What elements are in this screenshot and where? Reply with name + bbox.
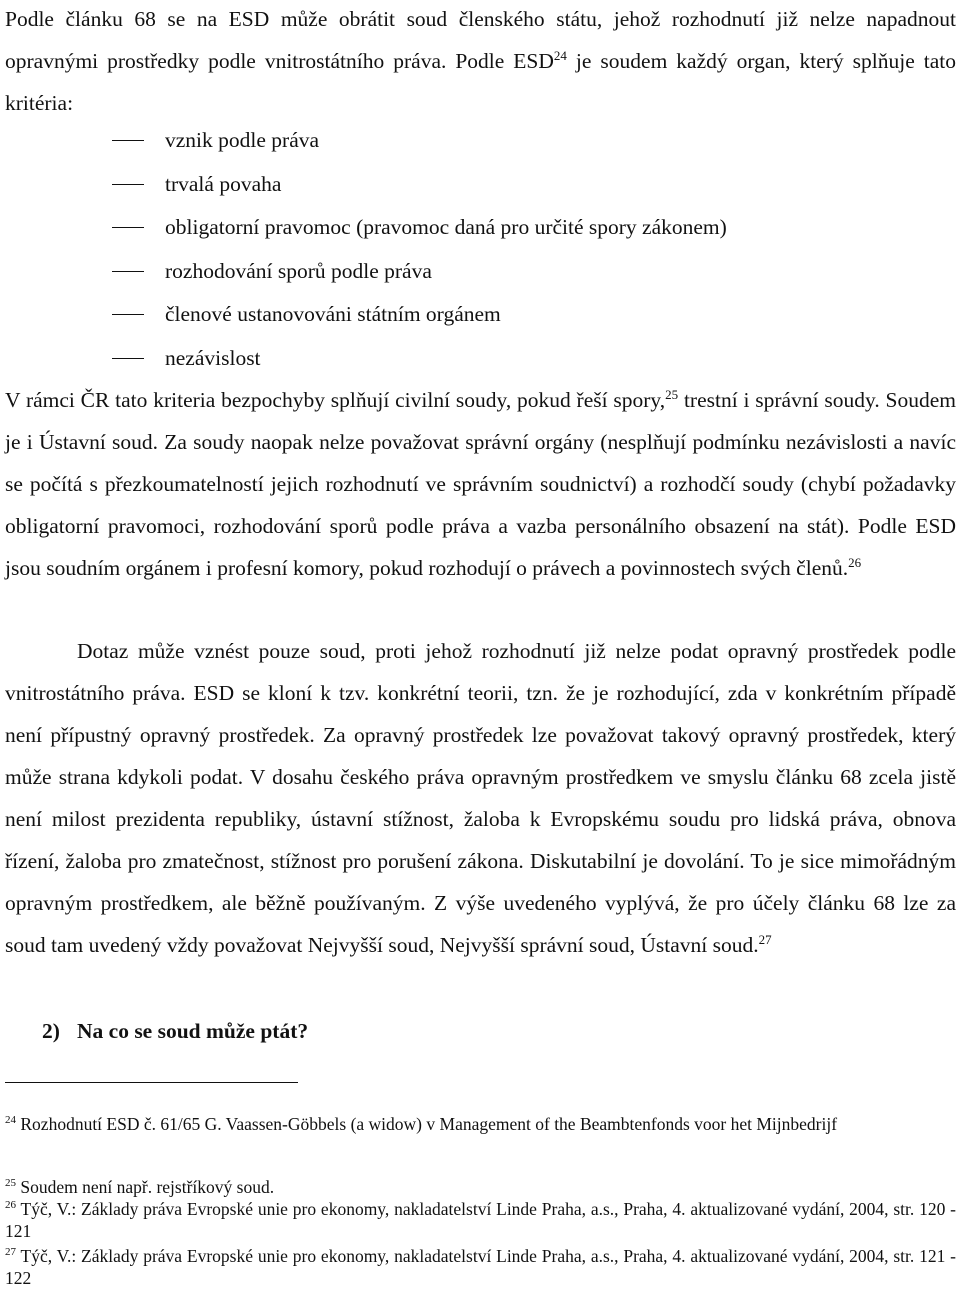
footnote-divider: [5, 1082, 298, 1083]
criteria-label: nezávislost: [165, 345, 261, 370]
paragraph-intro-text-2: je soudem každý organ, který splňuje tato kritéria:: [5, 49, 956, 115]
footnote-number: 27: [5, 1246, 16, 1259]
footnote-ref-27[interactable]: 27: [758, 931, 772, 947]
paragraph-intro-text-1: Podle článku 68 se na ESD může obrátit soud členského státu, jehož rozhodnutí již nelze napadnout opravnými prostředky podle vnitrostátního práva. Podle ESD: [5, 7, 956, 73]
paragraph-courts-text-1: V rámci ČR tato kriteria bezpochyby splňují civilní soudy, pokud řeší spory,: [5, 388, 666, 412]
dash-bullet-icon: [112, 227, 144, 228]
criteria-label: trvalá povaha: [165, 171, 282, 196]
footnote-text: Týč, V.: Základy práva Evropské unie pro ekonomy, nakladatelství Linde Praha, a.s., Praha, 4. aktualizované vydání, 2004, str. 120 - 121: [5, 1199, 956, 1241]
footnote-27: [5, 1245, 956, 1289]
dash-bullet-icon: [112, 358, 144, 359]
section-title: Na co se soud může ptát?: [77, 1019, 309, 1043]
paragraph-courts-text-2: trestní i správní soudy. Soudem je i Ústavní soud. Za soudy naopak nelze považovat správní orgány (nesplňují podmínku nezávislosti a navíc se počítá s přezkoumatelností jejich rozhodnutí ve správním soudnictví) a rozhodčí soudy (chybí požadavky obligatorní pravomoci, rozhodování sporů podle práva a vazba personálního obsazení na stát). Podle ESD jsou soudním orgánem i profesní komory, pokud rozhodují o právech a povinnostech svých členů.: [5, 388, 956, 580]
footnote-ref-26[interactable]: 26: [848, 554, 862, 570]
footnote-number: 25: [5, 1177, 16, 1190]
dash-bullet-icon: [112, 271, 144, 272]
criteria-label: vznik podle práva: [165, 128, 320, 152]
footnote-ref-24[interactable]: 24: [553, 47, 567, 63]
section-number: 2): [42, 1019, 60, 1043]
dash-bullet-icon: [112, 140, 144, 141]
footnote-number: 26: [5, 1199, 16, 1212]
footnote-text: Soudem není např. rejstříkový soud.: [20, 1177, 275, 1197]
criteria-label: rozhodování sporů podle práva: [165, 258, 432, 283]
criteria-label: obligatorní pravomoc (pravomoc daná pro určité spory zákonem): [165, 215, 727, 239]
paragraph-intro: [5, 0, 956, 124]
footnote-text: Týč, V.: Základy práva Evropské unie pro ekonomy, nakladatelství Linde Praha, a.s., Praha, 4. aktualizované vydání, 2004, str. 121 - 122: [5, 1246, 956, 1288]
footnote-25: [5, 1176, 956, 1198]
paragraph-remedy-text: Dotaz může vznést pouze soud, proti jehož rozhodnutí již nelze podat opravný prostředek podle vnitrostátního práva. ESD se kloní k tzv. konkrétní teorii, tzn. že je rozhodující, zda v konkrétním případě není přípustný opravný prostředek. Za opravný prostředek lze považovat takový opravný prostředek, který může strana kdykoli podat. V dosahu českého práva opravným prostředkem ve smyslu článku 68 zcela jistě není milost prezidenta republiky, ústavní stížnost, žaloba k Evropskému soudu pro lidská práva, obnova řízení, žaloba pro zmatečnost, stížnost pro porušení zákona. Diskutabilní je dovolání. To je sice mimořádným opravným prostředkem, ale běžně používaným. Z výše uvedeného vyplývá, že pro účely článku 68 lze za soud tam uvedený vždy považovat Nejvyšší soud, Nejvyšší správní soud, Ústavní soud.: [5, 639, 956, 957]
dash-bullet-icon: [112, 314, 144, 315]
dash-bullet-icon: [112, 184, 144, 185]
footnote-26: [5, 1198, 956, 1242]
footnote-24: [5, 1113, 956, 1135]
footnote-number: 24: [5, 1114, 16, 1127]
criteria-label: členové ustanovováni státním orgánem: [165, 302, 501, 326]
section-heading: [42, 1010, 308, 1052]
paragraph-remedy: [5, 630, 956, 966]
footnote-ref-25[interactable]: 25: [665, 386, 679, 402]
paragraph-courts: [5, 379, 956, 589]
footnote-text: Rozhodnutí ESD č. 61/65 G. Vaassen-Göbbels (a widow) v Management of the Beambtenfonds voor het Mijnbedrijf: [20, 1114, 838, 1134]
